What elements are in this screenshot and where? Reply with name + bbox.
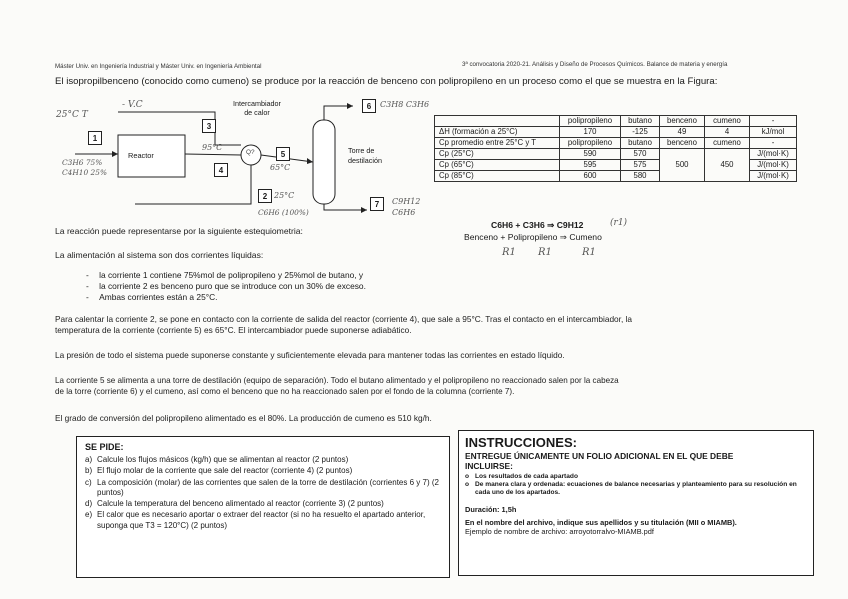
hand-stream1-b: C4H10 25% (62, 168, 107, 177)
hand-stream7-b: C6H6 (392, 208, 416, 217)
filename-instruction: En el nombre del archivo, indique sus apellidos y su titulación (MII o MIAMB). (465, 517, 737, 527)
exchanger-label: Intercambiador de calor (233, 99, 281, 117)
instructions-line1: ENTREGUE ÚNICAMENTE UN FOLIO ADICIONAL EN EL QUE DEBE (465, 451, 734, 461)
hand-t65: 65°C (270, 163, 291, 172)
hand-stream6-note: C3H8 C3H6 (380, 100, 430, 109)
reaction-names: Benceno + Polipropileno ⇒ Cumeno (464, 232, 602, 242)
hand-r-a: R1 (502, 247, 516, 258)
table-row: Cp (85°C) 600 580 J/(mol·K) (435, 171, 797, 182)
questions-list (85, 455, 443, 531)
distillation-tower (313, 120, 335, 204)
list-item: - Ambas corrientes están a 25°C. (86, 292, 366, 302)
para-1b: temperatura de la corriente (corriente 5) es 65°C. El intercambiador puede suponerse adiabático. (55, 325, 412, 335)
hand-stream7-a: C9H12 (392, 197, 421, 206)
header-left: Máster Univ. en Ingeniería Industrial y Máster Univ. en Ingeniería Ambiental (55, 63, 262, 70)
duration: Duración: 1,5h (465, 505, 517, 514)
para-4: El grado de conversión del polipropileno alimentado es el 80%. La producción de cumeno es 510 kg/h. (55, 413, 432, 423)
intro-text: El isopropilbenceno (conocido como cumeno) se produce por la reacción de benceno con polipropileno en un proceso como el que se muestra en la Figura: (55, 76, 718, 87)
reaction-equation: C6H6 + C3H6 ⇒ C9H12 (491, 220, 584, 230)
filename-example: Ejemplo de nombre de archivo: arroyotorralvo-MIAMB.pdf (465, 527, 654, 536)
para-1a: Para calentar la corriente 2, se pone en contacto con la corriente de salida del reactor (corriente 4), que sale a 95°C. Tras el contacto en el intercambiador, la (55, 314, 633, 324)
alim-list (86, 270, 366, 303)
table-row: Cp (65°C) 595 575 J/(mol·K) (435, 160, 797, 171)
para-2: La presión de todo el sistema puede suponerse constante y suficientemente elevada para mantener todas las corrientes en estado líquido. (55, 350, 565, 360)
alim-intro: La alimentación al sistema son dos corrientes líquidas: (55, 250, 264, 260)
list-item: - la corriente 1 contiene 75%mol de polipropileno y 25%mol de butano, y (86, 270, 366, 280)
list-item: o De manera clara y ordenada: ecuaciones de balance necesarias y planteamiento para su resolución en cada uno de los apartados. (465, 481, 797, 496)
reactor-label: Reactor (128, 151, 154, 160)
table-row: Cp (25°C) 590 570 500 450 J/(mol·K) (435, 149, 797, 160)
list-item: o Los resultados de cada apartado (465, 473, 578, 480)
benceno-cp: 500 (660, 149, 705, 182)
table-row: Cp promedio entre 25°C y T polipropileno butano benceno cumeno - (435, 138, 797, 149)
instructions-title: INSTRUCCIONES: (465, 435, 577, 450)
questions-panel (76, 436, 450, 578)
hand-r1: (r1) (610, 218, 628, 228)
stream-2-box: 2 (258, 189, 272, 203)
para-3a: La corriente 5 se alimenta a una torre de destilación (equipo de separación). Todo el butano alimentado y el polipropileno no reaccionado salen por la cabeza (55, 376, 619, 385)
instructions-panel (458, 430, 814, 576)
table-row: ΔH (formación a 25°C) 170 -125 49 4 kJ/mol (435, 127, 797, 138)
stream-1-box: 1 (88, 131, 102, 145)
stoich-text: La reacción puede representarse por la siguiente estequiometria: (55, 226, 303, 236)
tower-label: Torre de destilación (348, 146, 382, 165)
list-item: b) El flujo molar de la corriente que sale del reactor (corriente 4) (2 puntos) (85, 466, 353, 476)
para-3b: de la torre (corriente 6) y el cumeno, así como el benceno que no ha reaccionado salen por el fondo de la columna (corriente 7). (55, 387, 515, 396)
questions-title: SE PIDE: (85, 442, 124, 452)
hand-t25: 25°C (274, 191, 295, 200)
header-right: 3ª convocatoria 2020-21. Análisis y Diseño de Procesos Químicos. Balance de materia y energía (462, 61, 728, 68)
table-row: polipropileno butano benceno cumeno - (435, 116, 797, 127)
cumeno-cp: 450 (705, 149, 750, 182)
hand-vc: - V.C (122, 100, 143, 110)
stream-5-box: 5 (276, 147, 290, 161)
stream-4-box: 4 (214, 163, 228, 177)
stream-3-box: 3 (202, 119, 216, 133)
hand-top-temp: 25°C T (56, 110, 88, 120)
stream-7-box: 7 (370, 197, 384, 211)
instructions-line2: INCLUIRSE: (465, 461, 513, 471)
list-item: d) Calcule la temperatura del benceno alimentado al reactor (corriente 3) (2 puntos) (85, 499, 384, 509)
hand-r-b: R1 (538, 247, 552, 258)
hx-duty-label: Q? (246, 149, 255, 156)
list-item: c) La composición (molar) de las corrientes que salen de la torre de destilación (corrientes 6 y 7) (2 puntos) (85, 477, 439, 497)
list-item: a) Calcule los flujos másicos (kg/h) que se alimentan al reactor (2 puntos) (85, 455, 349, 464)
properties-table (434, 115, 797, 182)
list-item: e) El calor que es necesario aportar o extraer del reactor (si no ha resuelto el apartado anterior, suponga que T3 = 120°C) (2 puntos) (85, 510, 426, 530)
hand-stream2-note: C6H6 (100%) (258, 208, 309, 217)
hand-t95: 95°C (202, 143, 223, 152)
stream-6-box: 6 (362, 99, 376, 113)
hand-stream1-a: C3H6 75% (62, 158, 103, 167)
hand-r-c: R1 (582, 247, 596, 258)
list-item: - la corriente 2 es benceno puro que se introduce con un 30% de exceso. (86, 281, 366, 291)
